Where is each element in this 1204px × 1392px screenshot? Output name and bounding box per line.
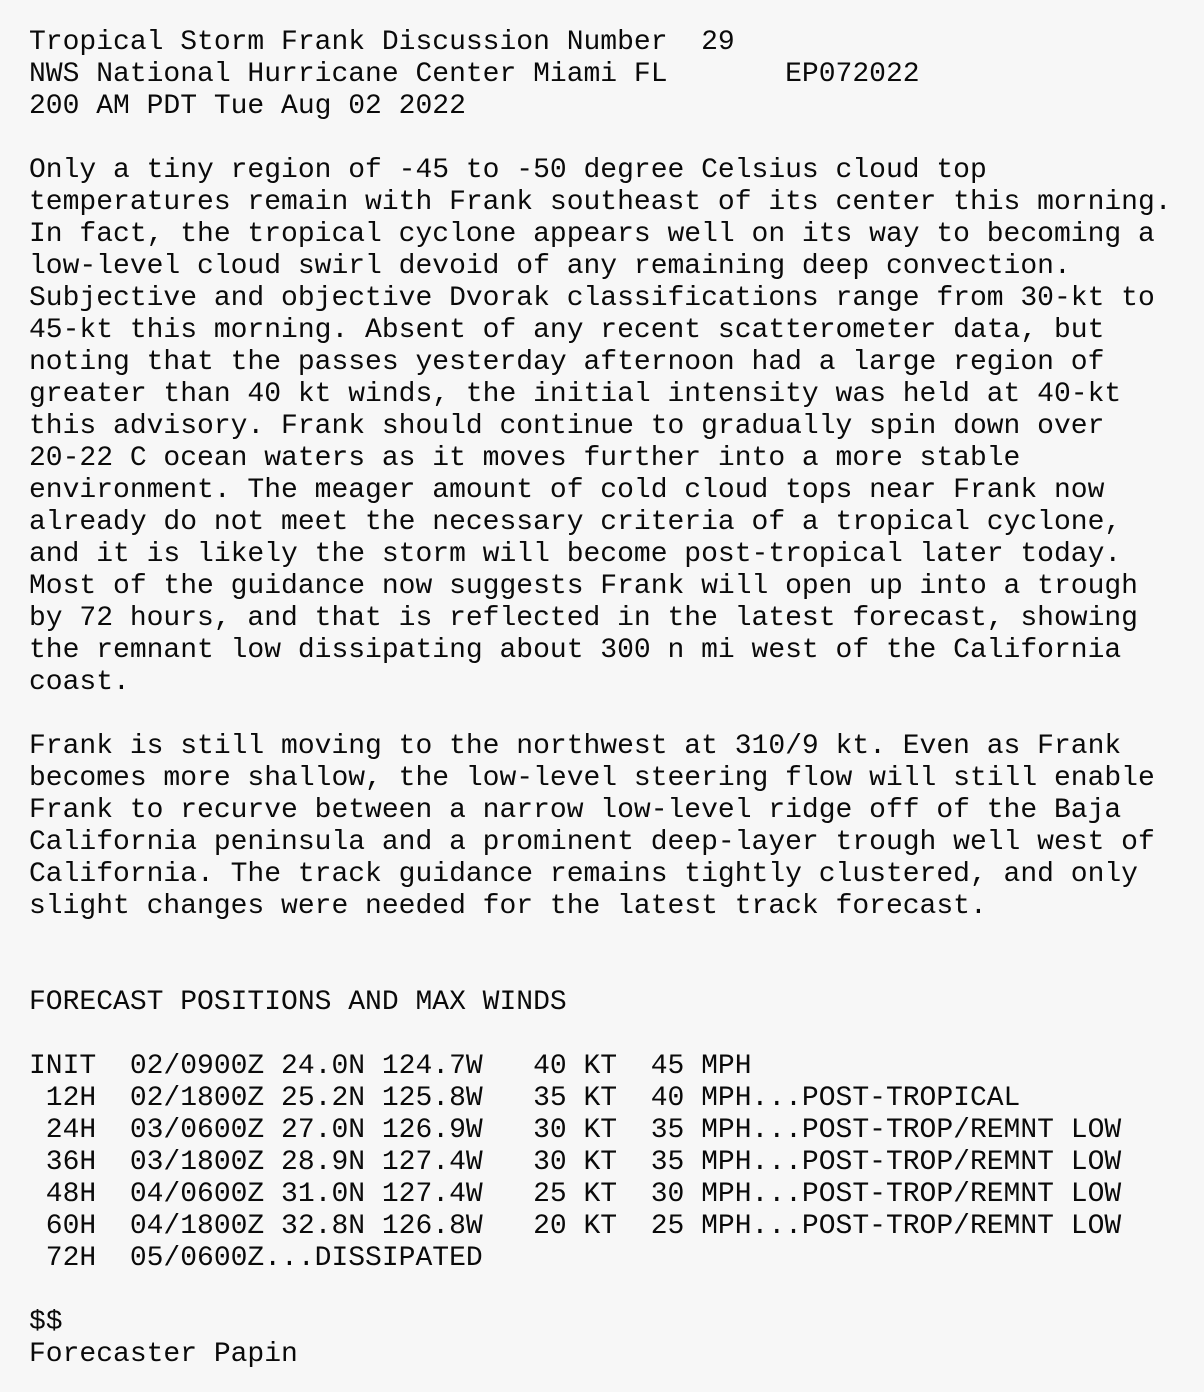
forecaster-signature: Forecaster Papin: [29, 1339, 298, 1370]
paragraph-line: already do not meet the necessary criteria of a tropical cyclone,: [29, 507, 1122, 538]
header-line: NWS National Hurricane Center Miami FL EP072022: [29, 59, 920, 90]
paragraph-line: temperatures remain with Frank southeast of its center this morning.: [29, 187, 1172, 218]
paragraph-line: 20-22 C ocean waters as it moves further into a more stable: [29, 443, 1021, 474]
forecast-section-heading-block: [29, 987, 1194, 1019]
forecast-row: INIT 02/0900Z 24.0N 124.7W 40 KT 45 MPH: [29, 1051, 752, 1082]
forecast-row: 48H 04/0600Z 31.0N 127.4W 25 KT 30 MPH...POST-TROP/REMNT LOW: [29, 1179, 1122, 1210]
paragraph-line: Frank is still moving to the northwest at 310/9 kt. Even as Frank: [29, 731, 1122, 762]
forecast-row: 24H 03/0600Z 27.0N 126.9W 30 KT 35 MPH...POST-TROP/REMNT LOW: [29, 1115, 1122, 1146]
forecast-row: 60H 04/1800Z 32.8N 126.8W 20 KT 25 MPH...POST-TROP/REMNT LOW: [29, 1211, 1122, 1242]
paragraph-line: becomes more shallow, the low-level steering flow will still enable: [29, 763, 1155, 794]
product-footer: [29, 1307, 1194, 1371]
paragraph-line: the remnant low dissipating about 300 n mi west of the California: [29, 635, 1122, 666]
paragraph-line: environment. The meager amount of cold cloud tops near Frank now: [29, 475, 1105, 506]
paragraph-line: noting that the passes yesterday afternoon had a large region of: [29, 347, 1105, 378]
forecast-heading: FORECAST POSITIONS AND MAX WINDS: [29, 987, 567, 1018]
product-terminator: $$: [29, 1307, 63, 1338]
forecast-positions-table: [29, 1051, 1194, 1275]
discussion-paragraph-satellite: [29, 155, 1194, 699]
forecast-row: 36H 03/1800Z 28.9N 127.4W 30 KT 35 MPH...POST-TROP/REMNT LOW: [29, 1147, 1122, 1178]
paragraph-line: 45-kt this morning. Absent of any recent scatterometer data, but: [29, 315, 1105, 346]
paragraph-line: low-level cloud swirl devoid of any remaining deep convection.: [29, 251, 1071, 282]
paragraph-line: Frank to recurve between a narrow low-level ridge off of the Baja: [29, 795, 1122, 826]
header-line: 200 AM PDT Tue Aug 02 2022: [29, 91, 466, 122]
header-line: Tropical Storm Frank Discussion Number 29: [29, 27, 735, 58]
paragraph-line: greater than 40 kt winds, the initial intensity was held at 40-kt: [29, 379, 1122, 410]
paragraph-line: by 72 hours, and that is reflected in the latest forecast, showing: [29, 603, 1138, 634]
forecast-row: 12H 02/1800Z 25.2N 125.8W 35 KT 40 MPH...POST-TROPICAL: [29, 1083, 1021, 1114]
paragraph-line: California. The track guidance remains tightly clustered, and only: [29, 859, 1138, 890]
discussion-paragraph-track: [29, 731, 1194, 923]
paragraph-line: Subjective and objective Dvorak classifications range from 30-kt to: [29, 283, 1155, 314]
paragraph-line: Only a tiny region of -45 to -50 degree Celsius cloud top: [29, 155, 987, 186]
paragraph-line: coast.: [29, 667, 130, 698]
paragraph-line: this advisory. Frank should continue to gradually spin down over: [29, 411, 1105, 442]
paragraph-line: In fact, the tropical cyclone appears well on its way to becoming a: [29, 219, 1155, 250]
paragraph-line: and it is likely the storm will become post-tropical later today.: [29, 539, 1122, 570]
paragraph-line: Most of the guidance now suggests Frank will open up into a trough: [29, 571, 1138, 602]
forecast-row: 72H 05/0600Z...DISSIPATED: [29, 1243, 483, 1274]
paragraph-line: California peninsula and a prominent deep-layer trough well west of: [29, 827, 1155, 858]
product-header: [29, 27, 1194, 123]
paragraph-line: slight changes were needed for the latest track forecast.: [29, 891, 987, 922]
